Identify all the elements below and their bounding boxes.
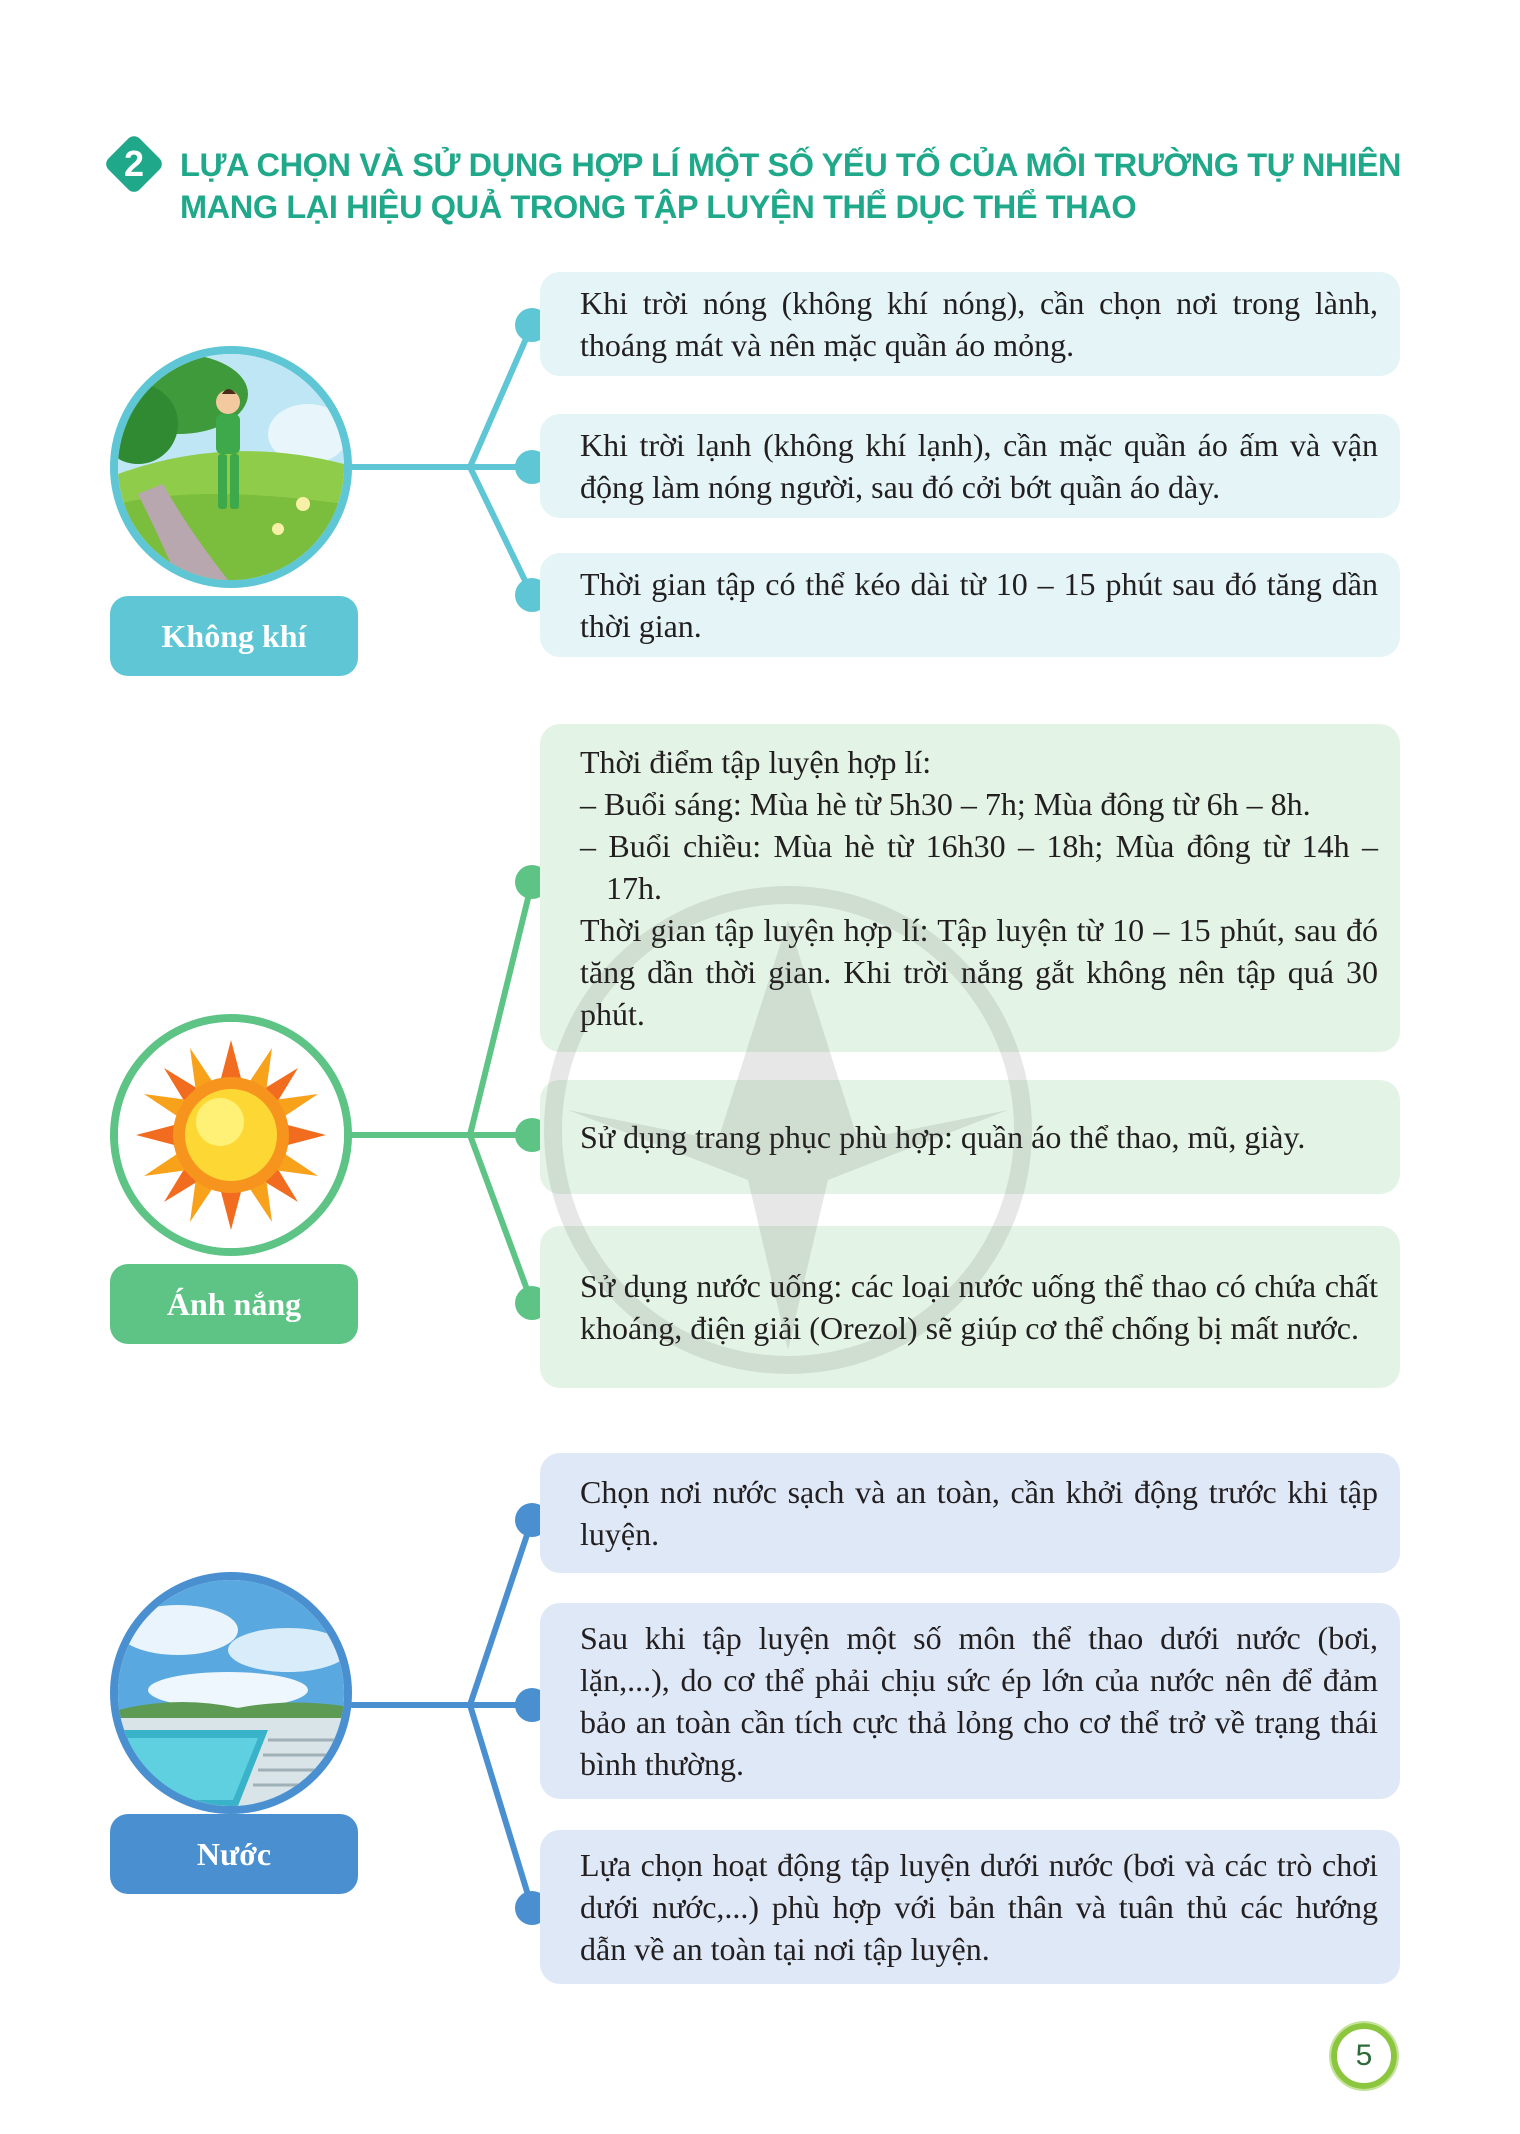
sun-card-1-morning: – Buổi sáng: Mùa hè từ 5h30 – 7h; Mùa đông từ 6h – 8h.	[580, 786, 1311, 822]
air-card-1-text: Khi trời nóng (không khí nóng), cần chọn nơi trong lành, thoáng mát và nên mặc quần áo mỏng.	[580, 285, 1378, 363]
water-card-2-text: Sau khi tập luyện một số môn thể thao dưới nước (bơi, lặn,...), do cơ thể phải chịu sức ép lớn của nước nên để đảm bảo an toàn cần tích cực thả lỏng cho cơ thể trở về trạng thái bình thường.	[580, 1620, 1378, 1782]
water-card-1-text: Chọn nơi nước sạch và an toàn, cần khởi động trước khi tập luyện.	[580, 1474, 1378, 1552]
sun-card-1-duration: Thời gian tập luyện hợp lí: Tập luyện từ 10 – 15 phút, sau đó tăng dần thời gian. Khi trời nắng gắt không nên tập quá 30 phút.	[580, 912, 1378, 1032]
air-card-3	[540, 553, 1400, 657]
water-card-1	[540, 1453, 1400, 1573]
air-card-2	[540, 414, 1400, 518]
water-card-3	[540, 1830, 1400, 1984]
air-card-3-text: Thời gian tập có thể kéo dài từ 10 – 15 phút sau đó tăng dần thời gian.	[580, 566, 1378, 644]
water-card-3-text: Lựa chọn hoạt động tập luyện dưới nước (bơi và các trò chơi dưới nước,...) phù hợp với bản thân và tuân thủ các hướng dẫn về an toàn tại nơi tập luyện.	[580, 1847, 1378, 1967]
label-water: Nước	[110, 1814, 358, 1894]
section-title-line2: MANG LẠI HIỆU QUẢ TRONG TẬP LUYỆN THỂ DỤC THỂ THAO	[180, 189, 1137, 225]
water-illustration	[110, 1572, 352, 1814]
label-air: Không khí	[110, 596, 358, 676]
sun-illustration	[110, 1014, 352, 1256]
section-number: 2	[123, 143, 145, 184]
sun-card-1	[540, 724, 1400, 1052]
page-number	[1326, 2018, 1402, 2094]
sun-card-1-intro: Thời điểm tập luyện hợp lí:	[580, 744, 932, 780]
sun-card-1-afternoon: – Buổi chiều: Mùa hè từ 16h30 – 18h; Mùa đông từ 14h – 17h.	[580, 828, 1378, 906]
sun-card-3-text: Sử dụng nước uống: các loại nước uống thể thao có chứa chất khoáng, điện giải (Orezol) sẽ giúp cơ thể chống bị mất nước.	[580, 1268, 1378, 1346]
section-title-line1: LỰA CHỌN VÀ SỬ DỤNG HỢP LÍ MỘT SỐ YẾU TỐ CỦA MÔI TRƯỜNG TỰ NHIÊN	[180, 147, 1402, 183]
air-card-1	[540, 272, 1400, 376]
page-number-text: 5	[1355, 2039, 1373, 2072]
water-card-2	[540, 1603, 1400, 1799]
sun-card-2	[540, 1080, 1400, 1194]
sun-card-3	[540, 1226, 1400, 1388]
air-card-2-text: Khi trời lạnh (không khí lạnh), cần mặc quần áo ấm và vận động làm nóng người, sau đó cởi bớt quần áo dày.	[580, 427, 1378, 505]
label-sun: Ánh nắng	[110, 1264, 358, 1344]
sun-card-2-text: Sử dụng trang phục phù hợp: quần áo thể thao, mũ, giày.	[580, 1119, 1306, 1155]
air-illustration	[110, 346, 352, 588]
